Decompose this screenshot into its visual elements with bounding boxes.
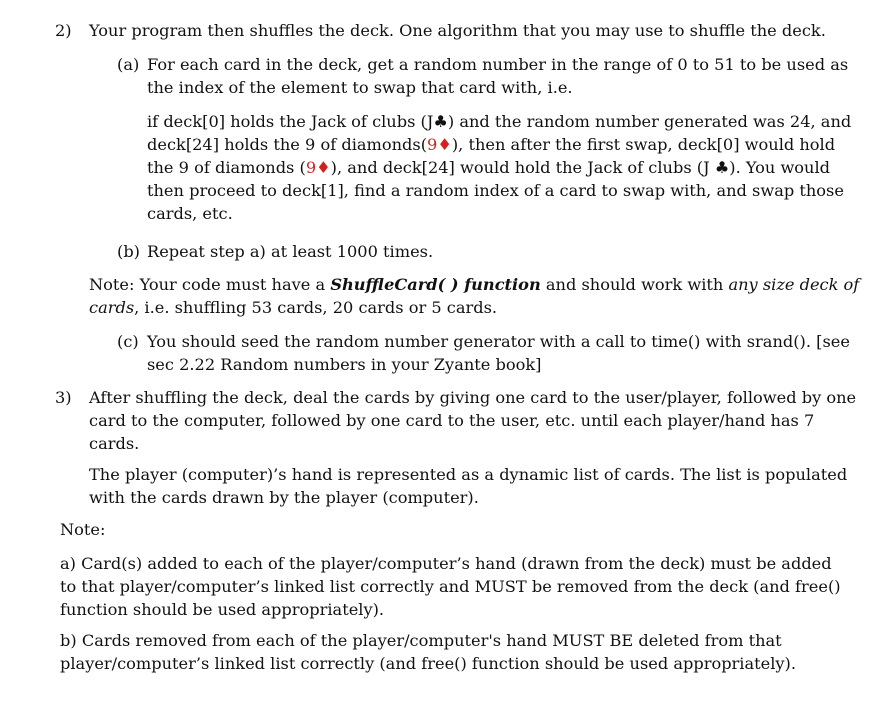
item-3-line1: After shuffling the deck, deal the cards by giving one card to the user/player, followed by one (89, 388, 857, 407)
example-line3-end: ). You would (729, 158, 831, 177)
item-2a-line1: For each card in the deck, get a random number in the range of 0 to 51 to be used as (147, 55, 849, 74)
example-line1 (147, 110, 851, 133)
item-3-line2: card to the computer, followed by one card to the user, etc. until each player/hand has 7 (89, 411, 815, 430)
item-2a-label: (a) (117, 55, 140, 74)
item-2a-text (147, 53, 848, 99)
item-3-para2-line1: The player (computer)’s hand is represented as a dynamic list of cards. The list is populated (89, 465, 848, 484)
example-line3-mid: ), and deck[24] would hold the Jack of clubs (J (330, 158, 715, 177)
note-mid: and should work with (540, 275, 729, 294)
note-b-line2: player/computer’s linked list correctly (and free() function should be used appropriately). (60, 654, 796, 673)
item-3-number: 3) (55, 388, 72, 407)
example-line3 (147, 156, 851, 179)
note-prefix: Note: Your code must have a (89, 275, 331, 294)
item-2b-label: (b) (117, 242, 140, 261)
item-3-line3: cards. (89, 434, 140, 453)
example-line1-end: ) and the random number generated was 24, and (447, 112, 852, 131)
example-line2-end: ), then after the first swap, deck[0] would hold (451, 135, 836, 154)
shuffle-note-line1 (89, 273, 859, 296)
note-line2-rest: , i.e. shuffling 53 cards, 20 cards or 5 cards. (134, 298, 498, 317)
item-2a-line2: the index of the element to swap that card with, i.e. (147, 78, 573, 97)
example-line3-start: the 9 of diamonds ( (147, 158, 306, 177)
example-line2 (147, 133, 851, 156)
example-line4: then proceed to deck[1], find a random index of a card to swap with, and swap those (147, 181, 844, 200)
note-b-line1: b) Cards removed from each of the player/computer's hand MUST BE deleted from that (60, 631, 782, 650)
item-2c-label: (c) (117, 332, 139, 351)
note-italic: any size deck of (728, 275, 860, 294)
example-line1-start: if deck[0] holds the Jack of clubs (J (147, 112, 434, 131)
note-a-line2: to that player/computer’s linked list correctly and MUST be removed from the deck (and free() (60, 577, 841, 596)
item-2-number: 2) (55, 21, 72, 40)
item-3-para2-line2: with the cards drawn by the player (computer). (89, 488, 479, 507)
item-2c-text (147, 330, 850, 376)
note-a (60, 552, 841, 621)
shuffle-note (89, 273, 859, 319)
item-3-paragraph-2 (89, 463, 847, 509)
shuffle-note-line2 (89, 296, 859, 319)
example-line5: cards, etc. (147, 204, 233, 223)
item-2c-line1: You should seed the random number generator with a call to time() with srand(). [see (147, 332, 850, 351)
nine-of-diamonds-card: 9♦ (305, 158, 331, 177)
example-line2-start: deck[24] holds the 9 of diamonds( (147, 135, 428, 154)
club-suit-icon: ♣ (714, 158, 730, 177)
note-heading: Note: (60, 520, 106, 539)
swap-example (147, 110, 851, 225)
nine-of-diamonds-card: 9♦ (427, 135, 452, 154)
note-a-line1: a) Card(s) added to each of the player/computer’s hand (drawn from the deck) must be added (60, 554, 832, 573)
item-3-text (89, 386, 856, 455)
club-suit-icon: ♣ (433, 112, 448, 131)
item-2-heading: Your program then shuffles the deck. One algorithm that you may use to shuffle the deck. (89, 21, 826, 40)
shufflecard-function-name: ShuffleCard( ) function (330, 275, 541, 294)
note-b (60, 629, 796, 675)
note-italic-cards: cards (89, 298, 135, 317)
note-a-line3: function should be used appropriately). (60, 600, 385, 619)
item-2c-line2: sec 2.22 Random numbers in your Zyante book] (147, 355, 542, 374)
item-2b-text: Repeat step a) at least 1000 times. (147, 242, 434, 261)
